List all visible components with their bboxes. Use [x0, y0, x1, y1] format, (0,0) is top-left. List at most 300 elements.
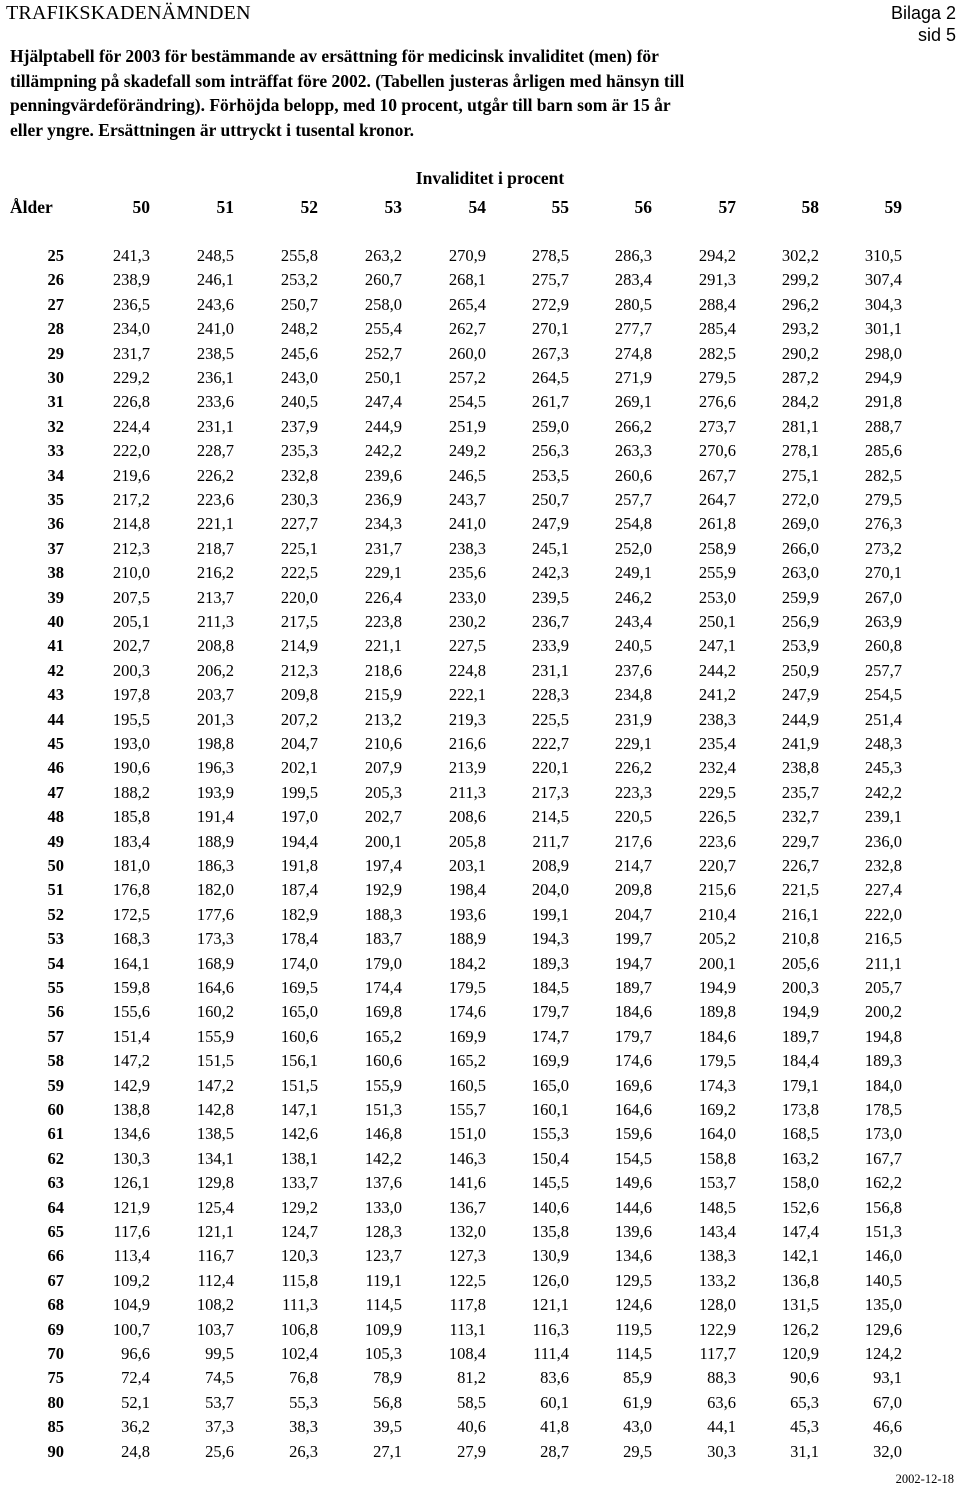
value-cell: 253,9: [781, 636, 819, 656]
table-row: [0, 1295, 960, 1319]
value-cell: 179,7: [614, 1026, 652, 1046]
value-cell: 159,6: [614, 1124, 652, 1144]
table-row: [0, 880, 960, 904]
value-cell: 226,2: [196, 465, 234, 485]
value-cell: 44,1: [707, 1417, 736, 1437]
value-cell: 191,8: [280, 856, 318, 875]
age-cell: 51: [47, 880, 64, 900]
value-cell: 122,5: [448, 1270, 486, 1290]
age-cell: 59: [47, 1075, 64, 1095]
value-cell: 233,6: [196, 392, 234, 412]
page-number: sid 5: [917, 25, 956, 45]
age-cell: 80: [47, 1392, 64, 1412]
value-cell: 85,9: [623, 1368, 652, 1388]
value-cell: 27,1: [373, 1441, 402, 1461]
value-cell: 183,4: [112, 831, 150, 851]
value-cell: 223,8: [364, 612, 402, 631]
age-cell: 42: [47, 660, 64, 680]
value-cell: 183,7: [364, 929, 402, 949]
value-cell: 227,5: [448, 636, 486, 656]
value-cell: 165,2: [364, 1026, 402, 1046]
value-cell: 109,2: [112, 1270, 150, 1290]
value-cell: 78,9: [373, 1368, 402, 1388]
value-cell: 134,1: [196, 1148, 234, 1168]
table-row: [0, 539, 960, 563]
value-cell: 232,8: [280, 465, 318, 485]
value-cell: 282,5: [864, 465, 902, 485]
value-cell: 250,7: [280, 294, 318, 314]
value-cell: 139,6: [614, 1222, 652, 1241]
value-cell: 223,6: [196, 490, 234, 509]
value-cell: 203,7: [196, 685, 234, 705]
value-cell: 114,5: [615, 1344, 652, 1363]
value-cell: 178,5: [864, 1100, 902, 1119]
table-row: [0, 685, 960, 709]
table-row: [0, 588, 960, 612]
age-cell: 57: [47, 1026, 64, 1046]
value-cell: 249,2: [448, 441, 486, 461]
value-cell: 257,2: [448, 368, 486, 387]
age-cell: 47: [47, 782, 64, 802]
value-cell: 207,9: [364, 758, 402, 778]
value-cell: 160,6: [364, 1051, 402, 1071]
value-cell: 156,1: [280, 1051, 318, 1071]
value-cell: 275,1: [781, 465, 819, 485]
value-cell: 243,4: [614, 612, 652, 631]
value-cell: 133,7: [280, 1173, 318, 1193]
appendix-number: Bilaga 2: [890, 3, 956, 23]
value-cell: 142,9: [112, 1075, 150, 1095]
value-cell: 198,4: [448, 880, 486, 900]
age-cell: 56: [47, 1002, 64, 1022]
value-cell: 229,7: [781, 831, 819, 851]
value-cell: 169,9: [531, 1051, 569, 1071]
value-cell: 147,4: [781, 1222, 819, 1241]
value-cell: 158,0: [781, 1173, 819, 1193]
value-cell: 272,0: [781, 490, 819, 509]
value-cell: 290,2: [781, 343, 819, 363]
value-cell: 140,5: [864, 1270, 902, 1290]
value-cell: 201,3: [196, 709, 234, 729]
value-cell: 235,7: [781, 782, 819, 802]
value-cell: 124,7: [280, 1222, 318, 1241]
value-cell: 208,8: [196, 636, 234, 656]
value-cell: 310,5: [864, 246, 902, 265]
value-cell: 224,8: [448, 660, 486, 680]
value-cell: 135,8: [531, 1222, 569, 1241]
value-cell: 211,3: [449, 782, 486, 802]
value-cell: 147,1: [280, 1100, 318, 1119]
value-cell: 205,8: [448, 831, 486, 851]
column-header: 56: [634, 197, 652, 217]
value-cell: 164,6: [614, 1100, 652, 1119]
value-cell: 212,3: [280, 660, 318, 680]
value-cell: 226,8: [112, 392, 150, 412]
value-cell: 151,5: [280, 1075, 318, 1095]
value-cell: 254,8: [614, 514, 652, 534]
value-cell: 220,5: [614, 807, 652, 827]
table-subheader: Invaliditet i procent: [415, 168, 565, 188]
value-cell: 232,7: [781, 807, 819, 827]
value-cell: 37,3: [205, 1417, 234, 1437]
table-row: [0, 1173, 960, 1197]
value-cell: 169,9: [448, 1026, 486, 1046]
value-cell: 264,5: [531, 368, 569, 387]
table-row: [0, 734, 960, 758]
value-cell: 46,6: [873, 1417, 902, 1437]
value-cell: 163,2: [781, 1148, 819, 1168]
value-cell: 83,6: [540, 1368, 569, 1388]
age-cell: 68: [47, 1295, 64, 1315]
value-cell: 212,3: [112, 538, 150, 558]
value-cell: 179,0: [364, 953, 402, 973]
value-cell: 165,0: [531, 1075, 569, 1095]
value-cell: 222,7: [531, 734, 569, 753]
value-cell: 115,8: [281, 1270, 318, 1290]
value-cell: 117,6: [113, 1222, 150, 1241]
age-cell: 53: [47, 929, 64, 949]
value-cell: 203,1: [448, 856, 486, 875]
value-cell: 186,3: [196, 856, 234, 875]
value-cell: 56,8: [373, 1392, 402, 1412]
value-cell: 250,1: [364, 368, 402, 387]
value-cell: 294,9: [864, 368, 902, 387]
value-cell: 32,0: [873, 1441, 902, 1461]
age-cell: 49: [47, 831, 64, 851]
value-cell: 243,6: [196, 294, 234, 314]
value-cell: 143,4: [698, 1222, 736, 1241]
table-row: [0, 1344, 960, 1368]
value-cell: 189,3: [531, 953, 569, 973]
age-cell: 41: [47, 636, 64, 656]
value-cell: 168,9: [196, 953, 234, 973]
value-cell: 233,9: [531, 636, 569, 656]
value-cell: 241,0: [196, 319, 234, 339]
value-cell: 194,7: [614, 953, 652, 973]
value-cell: 279,5: [864, 490, 902, 509]
value-cell: 149,6: [614, 1173, 652, 1193]
value-cell: 293,2: [781, 319, 819, 339]
value-cell: 259,0: [531, 416, 569, 436]
age-cell: 48: [47, 807, 64, 827]
value-cell: 238,9: [112, 270, 150, 290]
value-cell: 200,3: [781, 978, 819, 997]
value-cell: 52,1: [121, 1392, 150, 1412]
value-cell: 243,0: [280, 368, 318, 387]
value-cell: 178,4: [280, 929, 318, 949]
value-cell: 236,1: [196, 368, 234, 387]
value-cell: 140,6: [531, 1197, 569, 1217]
value-cell: 220,0: [280, 587, 318, 607]
value-cell: 270,1: [531, 319, 569, 339]
value-cell: 155,7: [448, 1100, 486, 1119]
table-row: [0, 392, 960, 416]
value-cell: 265,4: [448, 294, 486, 314]
value-cell: 256,9: [781, 612, 819, 631]
age-cell: 70: [47, 1344, 64, 1363]
value-cell: 226,4: [364, 587, 402, 607]
value-cell: 216,5: [864, 929, 902, 949]
value-cell: 192,9: [364, 880, 402, 900]
value-cell: 288,4: [698, 294, 736, 314]
value-cell: 263,0: [781, 563, 819, 583]
value-cell: 160,6: [280, 1026, 318, 1046]
age-cell: 33: [47, 441, 64, 461]
table-row: [0, 441, 960, 465]
value-cell: 176,8: [112, 880, 150, 900]
value-cell: 130,3: [112, 1148, 150, 1168]
value-cell: 193,9: [196, 782, 234, 802]
table-row: [0, 295, 960, 319]
value-cell: 126,1: [112, 1173, 150, 1193]
value-cell: 268,1: [448, 270, 486, 290]
intro-text: [10, 44, 810, 142]
value-cell: 253,2: [280, 270, 318, 290]
column-header: 53: [384, 197, 402, 217]
value-cell: 36,2: [121, 1417, 150, 1437]
value-cell: 253,5: [531, 465, 569, 485]
age-cell: 28: [47, 319, 64, 339]
age-cell: 85: [47, 1417, 64, 1437]
value-cell: 137,6: [364, 1173, 402, 1193]
value-cell: 164,6: [196, 978, 234, 997]
value-cell: 211,7: [532, 831, 569, 851]
table-row: [0, 1149, 960, 1173]
value-cell: 259,9: [781, 587, 819, 607]
value-cell: 255,4: [364, 319, 402, 339]
value-cell: 29,5: [623, 1441, 652, 1461]
value-cell: 138,3: [698, 1246, 736, 1266]
column-header: 59: [884, 197, 902, 217]
value-cell: 144,6: [614, 1197, 652, 1217]
table-row: [0, 636, 960, 660]
value-cell: 113,1: [449, 1319, 486, 1339]
age-cell: 29: [47, 343, 64, 363]
value-cell: 238,3: [698, 709, 736, 729]
value-cell: 255,9: [698, 563, 736, 583]
value-cell: 296,2: [781, 294, 819, 314]
value-cell: 239,1: [864, 807, 902, 827]
value-cell: 241,2: [698, 685, 736, 705]
value-cell: 174,3: [698, 1075, 736, 1095]
value-cell: 267,3: [531, 343, 569, 363]
age-cell: 62: [47, 1148, 64, 1168]
table-row: [0, 1124, 960, 1148]
age-cell: 52: [47, 904, 64, 924]
value-cell: 267,0: [864, 587, 902, 607]
age-cell: 58: [47, 1051, 64, 1071]
value-cell: 221,1: [364, 636, 402, 656]
value-cell: 231,1: [196, 416, 234, 436]
age-cell: 32: [47, 416, 64, 436]
value-cell: 222,0: [112, 441, 150, 461]
value-cell: 273,2: [864, 538, 902, 558]
value-cell: 103,7: [196, 1319, 234, 1339]
value-cell: 208,9: [531, 856, 569, 875]
value-cell: 133,0: [364, 1197, 402, 1217]
value-cell: 128,0: [698, 1295, 736, 1315]
value-cell: 205,6: [781, 953, 819, 973]
value-cell: 228,7: [196, 441, 234, 461]
value-cell: 197,4: [364, 856, 402, 875]
value-cell: 111,4: [533, 1344, 569, 1363]
value-cell: 39,5: [373, 1417, 402, 1437]
value-cell: 262,7: [448, 319, 486, 339]
column-header: 55: [551, 197, 569, 217]
table-row: [0, 856, 960, 880]
value-cell: 63,6: [707, 1392, 736, 1412]
value-cell: 100,7: [112, 1319, 150, 1339]
value-cell: 223,6: [698, 831, 736, 851]
table-row: [0, 490, 960, 514]
value-cell: 120,3: [280, 1246, 318, 1266]
value-cell: 113,4: [113, 1246, 150, 1266]
value-cell: 231,7: [364, 538, 402, 558]
value-cell: 141,6: [448, 1173, 486, 1193]
value-cell: 215,9: [364, 685, 402, 705]
value-cell: 76,8: [289, 1368, 318, 1388]
value-cell: 124,6: [614, 1295, 652, 1315]
value-cell: 182,0: [196, 880, 234, 900]
age-cell: 38: [47, 563, 64, 583]
value-cell: 249,1: [614, 563, 652, 583]
value-cell: 229,1: [614, 734, 652, 753]
value-cell: 174,4: [364, 978, 402, 997]
value-cell: 250,7: [531, 490, 569, 509]
value-cell: 231,7: [112, 343, 150, 363]
value-cell: 204,0: [531, 880, 569, 900]
value-cell: 245,1: [531, 538, 569, 558]
age-cell: 31: [47, 392, 64, 412]
value-cell: 207,2: [280, 709, 318, 729]
value-cell: 229,5: [698, 782, 736, 802]
value-cell: 188,2: [112, 782, 150, 802]
value-cell: 184,0: [864, 1075, 902, 1095]
value-cell: 96,6: [121, 1344, 150, 1363]
value-cell: 197,8: [112, 685, 150, 705]
value-cell: 228,3: [531, 685, 569, 705]
value-cell: 151,4: [112, 1026, 150, 1046]
value-cell: 154,5: [614, 1148, 652, 1168]
value-cell: 202,7: [112, 636, 150, 656]
value-cell: 189,7: [781, 1026, 819, 1046]
value-cell: 281,1: [781, 416, 819, 436]
value-cell: 184,4: [781, 1051, 819, 1071]
value-cell: 200,3: [112, 660, 150, 680]
value-cell: 194,9: [781, 1002, 819, 1022]
age-cell: 46: [47, 758, 64, 778]
table-row: [0, 832, 960, 856]
value-cell: 25,6: [205, 1441, 234, 1461]
value-cell: 235,4: [698, 734, 736, 753]
value-cell: 206,2: [196, 660, 234, 680]
value-cell: 136,7: [448, 1197, 486, 1217]
value-cell: 254,5: [864, 685, 902, 705]
column-header: 51: [216, 197, 234, 217]
value-cell: 217,6: [614, 831, 652, 851]
table-row: [0, 807, 960, 831]
value-cell: 181,0: [112, 856, 150, 875]
value-cell: 129,6: [864, 1319, 902, 1339]
column-header: 54: [468, 197, 486, 217]
value-cell: 215,6: [698, 880, 736, 900]
column-header: 57: [718, 197, 736, 217]
value-cell: 207,5: [112, 587, 150, 607]
value-cell: 255,8: [280, 246, 318, 265]
value-cell: 252,7: [364, 343, 402, 363]
table-row: [0, 1368, 960, 1392]
table-row: [0, 1100, 960, 1124]
value-cell: 270,9: [448, 246, 486, 265]
value-cell: 205,7: [864, 978, 902, 997]
value-cell: 286,3: [614, 246, 652, 265]
value-cell: 142,1: [781, 1246, 819, 1266]
value-cell: 263,3: [614, 441, 652, 461]
value-cell: 160,5: [448, 1075, 486, 1095]
value-cell: 196,3: [196, 758, 234, 778]
value-cell: 256,3: [531, 441, 569, 461]
value-cell: 210,8: [781, 929, 819, 949]
value-cell: 246,5: [448, 465, 486, 485]
value-cell: 189,8: [698, 1002, 736, 1022]
value-cell: 223,3: [614, 782, 652, 802]
value-cell: 222,5: [280, 563, 318, 583]
value-cell: 213,2: [364, 709, 402, 729]
table-row: [0, 1222, 960, 1246]
value-cell: 211,3: [197, 612, 234, 631]
value-cell: 199,5: [280, 782, 318, 802]
value-cell: 217,3: [531, 782, 569, 802]
intro-line: penningvärdeförändring). Förhöjda belopp, med 10 procent, utgår till barn som är 15 år: [10, 95, 671, 115]
table-row: [0, 417, 960, 441]
value-cell: 121,9: [112, 1197, 150, 1217]
value-cell: 273,7: [698, 416, 736, 436]
table-row: [0, 319, 960, 343]
value-cell: 240,5: [280, 392, 318, 412]
value-cell: 142,8: [196, 1100, 234, 1119]
value-cell: 210,6: [364, 734, 402, 753]
value-cell: 151,3: [864, 1222, 902, 1241]
value-cell: 129,5: [614, 1270, 652, 1290]
value-cell: 241,0: [448, 514, 486, 534]
table-row: [0, 563, 960, 587]
value-cell: 160,1: [531, 1100, 569, 1119]
value-cell: 117,7: [699, 1344, 736, 1363]
value-cell: 267,7: [698, 465, 736, 485]
value-cell: 151,0: [448, 1124, 486, 1144]
value-cell: 277,7: [614, 319, 652, 339]
value-cell: 195,5: [112, 709, 150, 729]
value-cell: 174,7: [531, 1026, 569, 1046]
value-cell: 31,1: [790, 1441, 819, 1461]
value-cell: 200,1: [698, 953, 736, 973]
table-row: [0, 978, 960, 1002]
table-row: [0, 1198, 960, 1222]
value-cell: 127,3: [448, 1246, 486, 1266]
value-cell: 243,7: [448, 490, 486, 509]
value-cell: 232,4: [698, 758, 736, 778]
value-cell: 225,1: [280, 538, 318, 558]
value-cell: 244,9: [364, 416, 402, 436]
value-cell: 169,8: [364, 1002, 402, 1022]
value-cell: 242,3: [531, 563, 569, 583]
organization-title: TRAFIKSKADENÄMNDEN: [6, 2, 251, 24]
table-row: [0, 1393, 960, 1417]
value-cell: 30,3: [707, 1441, 736, 1461]
value-cell: 218,7: [196, 538, 234, 558]
value-cell: 240,5: [614, 636, 652, 656]
value-cell: 153,7: [698, 1173, 736, 1193]
